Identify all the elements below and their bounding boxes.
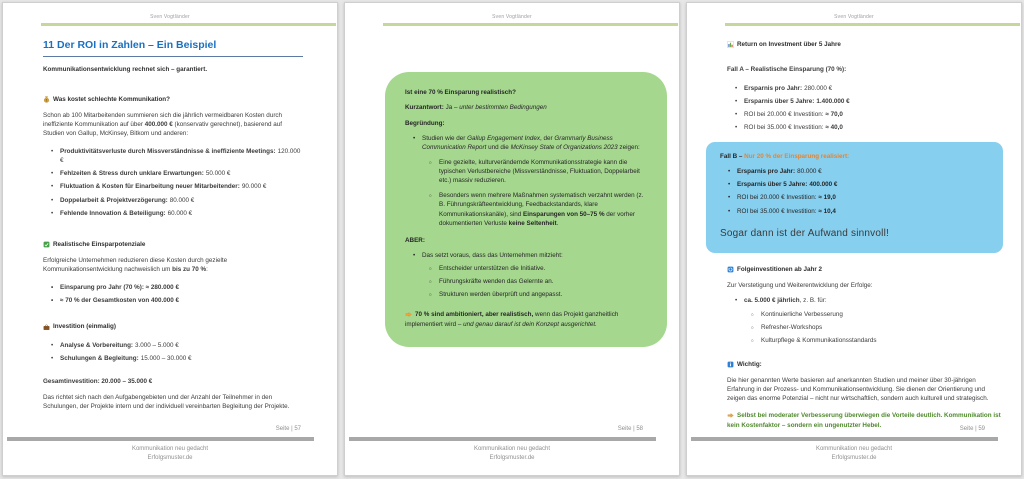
item-value: 1.400.000 € bbox=[816, 97, 850, 105]
point-right-icon bbox=[727, 412, 734, 419]
item-label: ROI bei 35.000 € Investition: bbox=[744, 123, 824, 131]
text-segment: der vorher dokumentierten Verluste bbox=[439, 210, 635, 227]
condition-list bbox=[405, 251, 647, 300]
followup-intro: Zur Verstetigung und Weiterentwicklung der Erfolge: bbox=[727, 282, 873, 290]
sub-list-item: ○ Refresher-Workshops bbox=[761, 323, 1001, 332]
fall-b-heading bbox=[720, 152, 989, 161]
info-icon bbox=[727, 361, 734, 368]
footer-rule bbox=[7, 437, 314, 441]
important-paragraph: Die hier genannten Werte basieren auf anerkannten Studien und meiner über 30-jährigen Erfahrung in der Prozess- und Kommunikationsentwicklung. Sie dienen der Orientierung und zeigen das enorme Potenzial – nicht nur wirtschaftlich, sondern auch kulturell und strategisch. bbox=[727, 377, 989, 403]
footer-text bbox=[3, 445, 337, 463]
page-header-author: Sven Vogtländer bbox=[150, 14, 190, 20]
footer-text bbox=[345, 445, 679, 463]
section-heading-label: Wichtig: bbox=[737, 360, 762, 368]
item-label: Doppelarbeit & Projektverzögerung: bbox=[60, 196, 168, 204]
list-item bbox=[60, 147, 303, 165]
item-value: 280.000 € bbox=[804, 84, 833, 92]
section-heading-costs bbox=[43, 95, 303, 104]
savings-paragraph bbox=[43, 256, 303, 274]
text-segment-italic: Grammarly Business Communication Report bbox=[422, 134, 613, 151]
item-label: Fluktuation & Kosten für Einarbeitung neuer Mitarbeitender: bbox=[60, 183, 240, 191]
sub-list-item: ○ Führungskräfte wenden das Gelernte an. bbox=[439, 277, 647, 286]
item-label: Schulungen & Begleitung: bbox=[60, 354, 139, 362]
fall-a-heading: Fall A – Realistische Einsparung (70 %): bbox=[727, 66, 847, 74]
footer-line-1: Kommunikation neu gedacht bbox=[815, 446, 893, 452]
item-label: ROI bei 20.000 € Investition: bbox=[737, 194, 817, 202]
list-item bbox=[744, 110, 1001, 119]
item-label: Ersparnis pro Jahr: bbox=[737, 168, 796, 176]
page-59[interactable] bbox=[686, 2, 1022, 476]
text-segment-bold: keine Seltenheit bbox=[508, 219, 557, 227]
item-value: 3.000 – 5.000 € bbox=[135, 341, 179, 349]
cost-list bbox=[43, 147, 303, 218]
section-heading-label: Was kostet schlechte Kommunikation? bbox=[53, 95, 170, 103]
text-segment-italic: Gallup Engagement Index bbox=[467, 134, 540, 142]
briefcase-icon bbox=[43, 324, 50, 331]
sub-list-item: ○ Kontinuierliche Verbesserung bbox=[761, 310, 1001, 319]
footer-rule bbox=[349, 437, 656, 441]
check-icon bbox=[43, 241, 50, 248]
list-item: • Einsparung pro Jahr (70 %): ≈ 280.000 € bbox=[60, 283, 303, 292]
box-conclusion bbox=[405, 310, 647, 328]
list-item bbox=[744, 84, 1001, 93]
fall-b-list bbox=[720, 167, 989, 216]
page-footer bbox=[3, 425, 337, 463]
item-value: ≈ 10,4 bbox=[818, 207, 836, 215]
item-value: 50.000 € bbox=[205, 170, 231, 178]
list-item bbox=[60, 169, 303, 178]
chapter-title: 11 Der ROI in Zahlen – Ein Beispiel bbox=[43, 38, 303, 57]
list-item bbox=[744, 123, 1001, 132]
list-item bbox=[737, 167, 989, 176]
investment-list bbox=[43, 341, 303, 363]
list-item bbox=[744, 97, 1001, 106]
item-value: ≈ 70,0 bbox=[825, 110, 843, 118]
box-aber-heading: ABER: bbox=[405, 236, 425, 244]
section-heading-important bbox=[727, 360, 1001, 369]
investment-note: Das richtet sich nach den Aufgabengebieten und der Anzahl der Teilnehmer in den Schulungen, der Projekte intern und der individuell vereinbarten Begleitung der Projekte. bbox=[43, 393, 290, 411]
text-segment-italic: McKinsey State of Organizations 2023 bbox=[510, 143, 618, 151]
item-value: ≈ 40,0 bbox=[825, 123, 843, 131]
text-segment-bold: 400.000 € bbox=[144, 120, 173, 128]
chapter-subtitle: Kommunikationsentwicklung rechnet sich – garantiert. bbox=[43, 66, 208, 74]
sub-list-item: ○ Eine gezielte, kulturverändernde Kommunikationsstrategie kann die typischen Verlustbereiche (Missverständnisse, Fluktuation, Doppelarbeit etc.) massiv reduzieren. bbox=[439, 158, 647, 185]
text-segment: , der bbox=[539, 134, 555, 142]
section-heading-followup bbox=[727, 265, 1001, 274]
item-value: 80.000 € bbox=[169, 196, 195, 204]
list-item bbox=[737, 207, 989, 216]
section-heading-label: Realistische Einsparpotenziale bbox=[53, 240, 146, 248]
fall-a-list bbox=[727, 84, 1001, 133]
list-item bbox=[422, 134, 647, 152]
point-right-icon bbox=[405, 311, 412, 318]
reason-list bbox=[405, 134, 647, 228]
header-rule bbox=[383, 23, 678, 26]
list-item: • ≈ 70 % der Gesamtkosten von 400.000 € bbox=[60, 296, 303, 305]
footer-text bbox=[687, 445, 1021, 463]
header-rule bbox=[725, 23, 1020, 26]
item-value: 80.000 € bbox=[797, 168, 822, 176]
footer-line-2: Erfolgsmuster.de bbox=[489, 455, 535, 461]
item-label: ROI bei 20.000 € Investition: bbox=[744, 110, 824, 118]
list-item bbox=[744, 296, 1001, 305]
footer-line-2: Erfolgsmuster.de bbox=[831, 455, 877, 461]
list-item bbox=[60, 182, 303, 191]
sub-list-item: ○ Strukturen werden überprüft und angepasst. bbox=[439, 290, 647, 299]
page-header-author: Sven Vogtländer bbox=[492, 14, 532, 20]
text-segment: : bbox=[206, 266, 208, 274]
item-label: Ersparnis über 5 Jahre: bbox=[737, 181, 808, 189]
footer-line-1: Kommunikation neu gedacht bbox=[131, 446, 209, 452]
item-label: ROI bei 35.000 € Investition: bbox=[737, 207, 817, 215]
box-answer bbox=[405, 103, 647, 112]
section-heading-label: Folgeinvestitionen ab Jahr 2 bbox=[737, 266, 823, 274]
box-question: Ist eine 70 % Einsparung realistisch? bbox=[405, 89, 516, 97]
item-label: Fehlzeiten & Stress durch unklare Erwartungen: bbox=[60, 170, 204, 178]
page-number: Seite | 58 bbox=[617, 426, 643, 433]
money-bag-icon bbox=[43, 96, 50, 103]
total-investment: Gesamtinvestition: 20.000 – 35.000 € bbox=[43, 377, 153, 385]
fall-b-conclusion: Sogar dann ist der Aufwand sinnvoll! bbox=[720, 227, 889, 239]
page-header-author: Sven Vogtländer bbox=[834, 14, 874, 20]
text-segment-bold: Fall B – bbox=[720, 153, 745, 160]
section-heading-roi bbox=[727, 40, 1001, 49]
sub-list-item: ○ Kulturpflege & Kommunikationsstandards bbox=[761, 336, 1001, 345]
text-segment: Besonders wenn mehrere Maßnahmen systematisch verzahnt werden (z. B. Führungskräfteentwicklung, Feedbackstandards, klare Kommunikationskanäle), sind bbox=[439, 192, 644, 218]
item-value: 400.000 € bbox=[809, 181, 838, 189]
intro-paragraph bbox=[43, 111, 303, 138]
list-item bbox=[737, 193, 989, 202]
item-value: 120.000 € bbox=[60, 148, 301, 165]
item-label: Ersparnis pro Jahr: bbox=[744, 84, 803, 92]
item-value: ≈ 19,0 bbox=[818, 194, 836, 202]
list-item: • Das setzt voraus, dass das Unternehmen mitzieht: bbox=[422, 251, 647, 260]
text-segment: Ja – bbox=[443, 104, 460, 112]
text-segment: . bbox=[556, 219, 559, 227]
page-57[interactable] bbox=[2, 2, 338, 476]
text-segment-italic: und genau darauf ist dein Konzept ausgerichtet. bbox=[463, 320, 597, 328]
followup-list bbox=[727, 296, 1001, 345]
item-value: 90.000 € bbox=[241, 183, 267, 191]
text-segment-italic: unter bestimmten Bedingungen bbox=[459, 104, 547, 112]
list-item bbox=[60, 341, 303, 350]
green-callout-box bbox=[385, 72, 667, 346]
section-heading-investment bbox=[43, 322, 303, 331]
text-segment-bold: 70 % sind ambitioniert, aber realistisch, bbox=[415, 311, 534, 319]
repeat-icon bbox=[727, 266, 734, 273]
item-value: 15.000 – 30.000 € bbox=[140, 354, 192, 362]
list-item bbox=[60, 209, 303, 218]
text-segment-bold: Einsparungen von 50–75 % bbox=[523, 210, 605, 218]
answer-label: Kurzantwort: bbox=[405, 104, 444, 112]
list-item bbox=[737, 180, 989, 189]
text-segment: , z. B. für: bbox=[799, 297, 827, 305]
savings-list bbox=[43, 283, 303, 305]
text-segment-bold: bis zu 70 % bbox=[172, 266, 207, 274]
text-segment: Studien wie der bbox=[422, 134, 468, 142]
text-segment-highlight: Nur 20 % der Einsparung realisiert: bbox=[744, 153, 850, 160]
item-label: Ersparnis über 5 Jahre: bbox=[744, 97, 815, 105]
text-segment: zeigen: bbox=[617, 143, 640, 151]
page-footer bbox=[345, 425, 679, 463]
item-label: Fehlende Innovation & Beteiligung: bbox=[60, 209, 166, 217]
page-58[interactable] bbox=[344, 2, 680, 476]
text-segment-bold: Selbst bei moderater Verbesserung überwiegen die Vorteile deutlich. Kommunikation ist kein Kostenfaktor – sondern ein ungenutzter Hebel. bbox=[727, 412, 1001, 429]
page-number: Seite | 57 bbox=[275, 426, 301, 433]
footer-rule bbox=[691, 437, 998, 441]
text-segment-bold: ca. 5.000 € jährlich bbox=[744, 297, 800, 305]
text-segment: Schon ab 100 Mitarbeitenden summieren sich die jährlich vermeidbaren Kosten durch ineffiziente Kommunikation auf über bbox=[43, 111, 283, 128]
text-segment: (konservativ gerechnet), basierend auf Studien von Gallup, McKinsey, Bitkom und anderen: bbox=[43, 120, 282, 137]
page-number: Seite | 59 bbox=[959, 426, 985, 433]
sub-list-item bbox=[439, 191, 647, 228]
list-item bbox=[60, 354, 303, 363]
section-heading-savings bbox=[43, 240, 303, 249]
item-label: Produktivitätsverluste durch Missverständnisse & ineffiziente Meetings: bbox=[60, 148, 276, 156]
box-reason-heading: Begründung: bbox=[405, 119, 445, 127]
bar-chart-icon bbox=[727, 41, 734, 48]
page-footer bbox=[687, 425, 1021, 463]
item-value: 60.000 € bbox=[167, 209, 193, 217]
blue-callout-box bbox=[706, 142, 1003, 253]
text-segment: und die bbox=[486, 143, 511, 151]
text-segment: Erfolgreiche Unternehmen reduzieren diese Kosten durch gezielte Kommunikationsentwicklung nachweislich um bbox=[43, 256, 228, 274]
footer-line-2: Erfolgsmuster.de bbox=[147, 455, 193, 461]
section-heading-label: Investition (einmalig) bbox=[53, 323, 116, 331]
footer-line-1: Kommunikation neu gedacht bbox=[473, 446, 551, 452]
item-label: Analyse & Vorbereitung: bbox=[60, 341, 134, 349]
list-item bbox=[60, 196, 303, 205]
header-rule bbox=[41, 23, 336, 26]
sub-list-item: ○ Entscheider unterstützen die Initiative. bbox=[439, 264, 647, 273]
section-heading-label: Return on Investment über 5 Jahre bbox=[737, 41, 841, 49]
text-segment: wenn das Projekt ganzheitlich implementiert wird – bbox=[405, 311, 619, 328]
